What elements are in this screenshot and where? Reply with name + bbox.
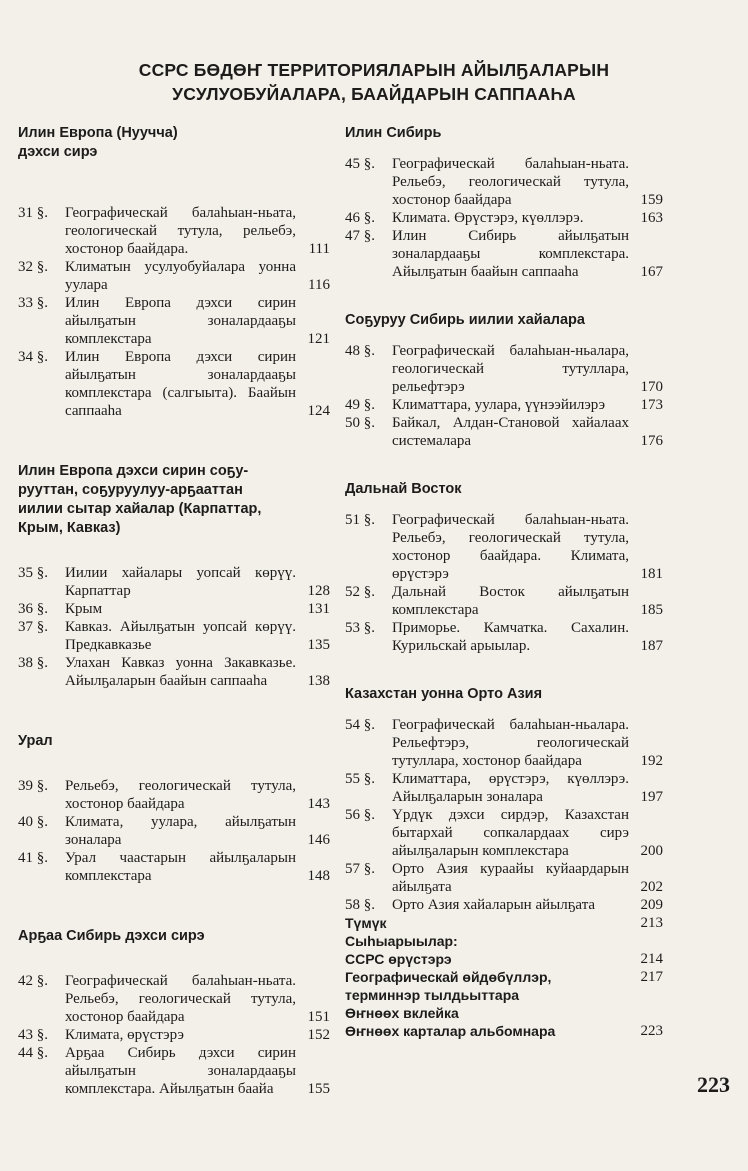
entry-title: Үрдүк дэхси сирдэр, Казахстан бытархай сопкалардаах сирэ айылҕаларын комплекстара — [392, 807, 629, 859]
entry-title: Өҥнөөх вклейка — [345, 1005, 459, 1021]
entry-number: 40 §. — [18, 814, 48, 830]
entry-number: 52 §. — [345, 584, 375, 600]
toc-entry[interactable] — [345, 342, 663, 396]
entry-title: Дальнай Восток айылҕатын комплекстара — [392, 584, 629, 618]
section-heading-line: Илин Сибирь — [345, 125, 442, 141]
entry-page: 202 — [640, 879, 663, 895]
entry-title: ССРС өрүстэрэ — [345, 951, 452, 967]
toc-entry[interactable] — [345, 619, 663, 655]
entry-number: 33 §. — [18, 295, 48, 311]
entry-number: 41 §. — [18, 850, 48, 866]
entry-page: 217 — [640, 969, 663, 985]
entry-title: Иилии хайалары уопсай көрүү. Карпаттар — [65, 565, 296, 599]
toc-entry[interactable] — [345, 896, 663, 914]
title-line-1: ССРС БӨДӨҤ ТЕРРИТОРИЯЛАРЫН АЙЫЛҔАЛАРЫН — [138, 60, 610, 80]
entry-title: Климата, өрүстэрэ — [65, 1027, 184, 1043]
entry-number: 37 §. — [18, 619, 48, 635]
toc-entry[interactable] — [345, 770, 663, 806]
entry-number: 42 §. — [18, 973, 48, 989]
toc-entry[interactable] — [345, 155, 663, 209]
entry-title: Илин Европа дэхси сирин айылҕатын зоналардааҕы комплекстара — [65, 295, 296, 347]
right-column — [345, 124, 663, 1040]
entry-page: 181 — [640, 566, 663, 582]
entry-page: 214 — [640, 951, 663, 967]
entry-title: Орто Азия кураайы куйаардарын айылҕата — [392, 861, 629, 895]
entry-title: Климата. Өрүстэрэ, күөллэрэ. — [392, 210, 584, 226]
section-heading — [18, 462, 330, 538]
entry-page: 121 — [307, 331, 330, 347]
toc-entry[interactable] — [345, 950, 663, 968]
entry-page: 146 — [307, 832, 330, 848]
entry-page: 128 — [307, 583, 330, 599]
entry-page: 209 — [640, 897, 663, 913]
toc-entry[interactable] — [18, 204, 330, 258]
entry-page: 135 — [307, 637, 330, 653]
toc-entry[interactable] — [18, 258, 330, 294]
entry-title: Урал чаастарын айылҕаларын комплекстара — [65, 850, 296, 884]
entry-number: 48 §. — [345, 343, 375, 359]
entry-title: Географическай өйдөбүллэр, терминнэр тылдьыттара — [345, 969, 552, 1003]
entry-title: Байкал, Алдан-Становой хайалаах системалара — [392, 415, 629, 449]
entry-number: 55 §. — [345, 771, 375, 787]
entry-title: Климаттара, уулара, үүнээйилэрэ — [392, 397, 606, 413]
entry-title: Климатын усулуобуйалара уонна уулара — [65, 259, 296, 293]
toc-entry[interactable] — [18, 348, 330, 420]
entry-page: 159 — [640, 192, 663, 208]
entry-number: 43 §. — [18, 1027, 48, 1043]
section-heading-line: Крым, Кавказ) — [18, 520, 121, 536]
section-heading — [18, 732, 330, 751]
toc-entry[interactable] — [345, 414, 663, 450]
entry-title: Өҥнөөх карталар альбомнара — [345, 1023, 556, 1039]
entry-page: 116 — [308, 277, 330, 293]
section-heading-line: иилии сытар хайалар (Карпаттар, — [18, 501, 262, 517]
toc-entry[interactable] — [18, 1044, 330, 1098]
entry-page: 173 — [640, 397, 663, 413]
entry-page: 187 — [640, 638, 663, 654]
entry-title: Географическай балаһыан-ньата, геологическай тутула, рельебэ, хостонор баайдара. — [65, 205, 296, 257]
toc-entry[interactable] — [18, 972, 330, 1026]
entry-page: 131 — [307, 601, 330, 617]
entry-number: 38 §. — [18, 655, 48, 671]
entry-title: Сыһыарыылар: — [345, 933, 458, 949]
toc-entry[interactable] — [345, 932, 663, 950]
entry-title: Географическай балаһыан-ньата. Рельебэ, геологическай тутула, хостонор баайдара. Климата, өрүстэрэ — [392, 512, 629, 582]
entry-number: 36 §. — [18, 601, 48, 617]
entry-title: Кавказ. Айылҕатын уопсай көрүү. Предкавказье — [65, 619, 296, 653]
entry-number: 46 §. — [345, 210, 375, 226]
entry-page: 170 — [640, 379, 663, 395]
toc-entry[interactable] — [18, 294, 330, 348]
entry-page: 185 — [640, 602, 663, 618]
toc-entry[interactable] — [18, 813, 330, 849]
entry-page: 192 — [640, 753, 663, 769]
entry-page: 151 — [307, 1009, 330, 1025]
toc-entry[interactable] — [345, 209, 663, 227]
toc-entry[interactable] — [18, 777, 330, 813]
toc-entry[interactable] — [18, 618, 330, 654]
entry-page: 200 — [640, 843, 663, 859]
entry-page: 155 — [307, 1081, 330, 1097]
entry-title: Географическай балаһыан-ньата. Рельебэ, геологическай тутула, хостонор баайдара — [392, 156, 629, 208]
entry-number: 58 §. — [345, 897, 375, 913]
section-heading-line: Дальнай Восток — [345, 481, 462, 497]
section-heading — [345, 124, 663, 143]
toc-entry[interactable] — [18, 654, 330, 690]
toc-entry[interactable] — [345, 914, 663, 932]
toc-entry[interactable] — [345, 716, 663, 770]
toc-entry[interactable] — [345, 396, 663, 414]
section-heading-line: Арҕаа Сибирь дэхси сирэ — [18, 928, 205, 944]
entry-number: 47 §. — [345, 228, 375, 244]
entry-number: 54 §. — [345, 717, 375, 733]
toc-entry[interactable] — [345, 806, 663, 860]
section-heading — [345, 685, 663, 704]
section-heading-line: Илин Европа дэхси сирин соҕу- — [18, 463, 249, 479]
entry-title: Орто Азия хайаларын айылҕата — [392, 897, 596, 913]
toc-entry[interactable] — [18, 1026, 330, 1044]
entry-title: Улахан Кавказ уонна Закавказье. Айылҕаларын баайын саппааһа — [65, 655, 296, 689]
entry-title: Климаттара, өрүстэрэ, күөллэрэ. Айылҕаларын зоналара — [392, 771, 629, 805]
entry-page: 111 — [308, 241, 330, 257]
title-line-2: УСУЛУОБУЙАЛАРА, БААЙДАРЫН САППААҺА — [172, 84, 576, 104]
page-number: 223 — [697, 1072, 730, 1097]
entry-title: Арҕаа Сибирь дэхси сирин айылҕатын зоналардааҕы комплекстара. Айылҕатын баайа — [65, 1045, 296, 1097]
toc-entry[interactable] — [345, 1022, 663, 1040]
entry-title: Географическай балаһыан-ньалара, геологическай тутуллара, рельефтэрэ — [392, 343, 629, 395]
entry-page: 124 — [307, 403, 330, 419]
entry-page: 213 — [640, 915, 663, 931]
entry-title: Приморье. Камчатка. Сахалин. Курильскай арыылар. — [392, 620, 629, 654]
section-heading — [18, 124, 330, 162]
toc-entry[interactable] — [345, 583, 663, 619]
entry-title: Крым — [65, 601, 103, 617]
entry-page: 223 — [640, 1023, 663, 1039]
entry-number: 32 §. — [18, 259, 48, 275]
entry-number: 57 §. — [345, 861, 375, 877]
section-heading-line: рууттан, соҕуруулуу-арҕааттан — [18, 482, 243, 498]
entry-page: 163 — [640, 210, 663, 226]
toc-entry[interactable] — [345, 511, 663, 583]
entry-number: 39 §. — [18, 778, 48, 794]
entry-number: 44 §. — [18, 1045, 48, 1061]
toc-entry[interactable] — [345, 227, 663, 281]
section-heading-line: Соҕуруу Сибирь иилии хайалара — [345, 312, 585, 328]
entry-number: 51 §. — [345, 512, 375, 528]
entry-title: Илин Сибирь айылҕатын зоналардааҕы комплекстара. Айылҕатын баайын саппааһа — [392, 228, 629, 280]
entry-page: 197 — [640, 789, 663, 805]
entry-page — [629, 932, 663, 950]
entry-page: 167 — [640, 264, 663, 280]
toc-entry[interactable] — [18, 564, 330, 600]
section-heading — [345, 311, 663, 330]
entry-number: 53 §. — [345, 620, 375, 636]
entry-number: 49 §. — [345, 397, 375, 413]
toc-entry[interactable] — [345, 968, 663, 1004]
entry-number: 45 §. — [345, 156, 375, 172]
section-heading — [18, 927, 330, 946]
entry-page — [629, 1004, 663, 1022]
toc-entry[interactable] — [345, 860, 663, 896]
entry-page: 138 — [307, 673, 330, 689]
entry-title: Климата, уулара, айылҕатын зоналара — [65, 814, 296, 848]
entry-page: 143 — [307, 796, 330, 812]
toc-entry[interactable] — [345, 1004, 663, 1022]
left-column — [18, 124, 330, 1098]
entry-number: 56 §. — [345, 807, 375, 823]
entry-page: 152 — [307, 1027, 330, 1043]
toc-entry[interactable] — [18, 849, 330, 885]
entry-page: 176 — [640, 433, 663, 449]
toc-entry[interactable] — [18, 600, 330, 618]
entry-title: Рельебэ, геологическай тутула, хостонор баайдара — [65, 778, 296, 812]
entry-title: Географическай балаһыан-ньата. Рельебэ, геологическай тутула, хостонор баайдара — [65, 973, 296, 1025]
entry-number: 34 §. — [18, 349, 48, 365]
entry-title: Түмүк — [345, 915, 387, 931]
entry-page: 148 — [307, 868, 330, 884]
section-heading — [345, 480, 663, 499]
entry-number: 31 §. — [18, 205, 48, 221]
section-heading-line: дэхси сирэ — [18, 144, 98, 160]
entry-number: 35 §. — [18, 565, 48, 581]
section-heading-line: Илин Европа (Нуучча) — [18, 125, 178, 141]
entry-number: 50 §. — [345, 415, 375, 431]
entry-title: Географическай балаһыан-ньалара. Рельефтэрэ, геологическай тутуллара, хостонор баайдара — [392, 717, 629, 769]
section-heading-line: Урал — [18, 733, 53, 749]
section-heading-line: Казахстан уонна Орто Азия — [345, 686, 543, 702]
entry-title: Илин Европа дэхси сирин айылҕатын зоналардааҕы комплекстара (салгыыта). Баайын саппааһа — [65, 349, 296, 419]
page-title — [0, 58, 748, 106]
